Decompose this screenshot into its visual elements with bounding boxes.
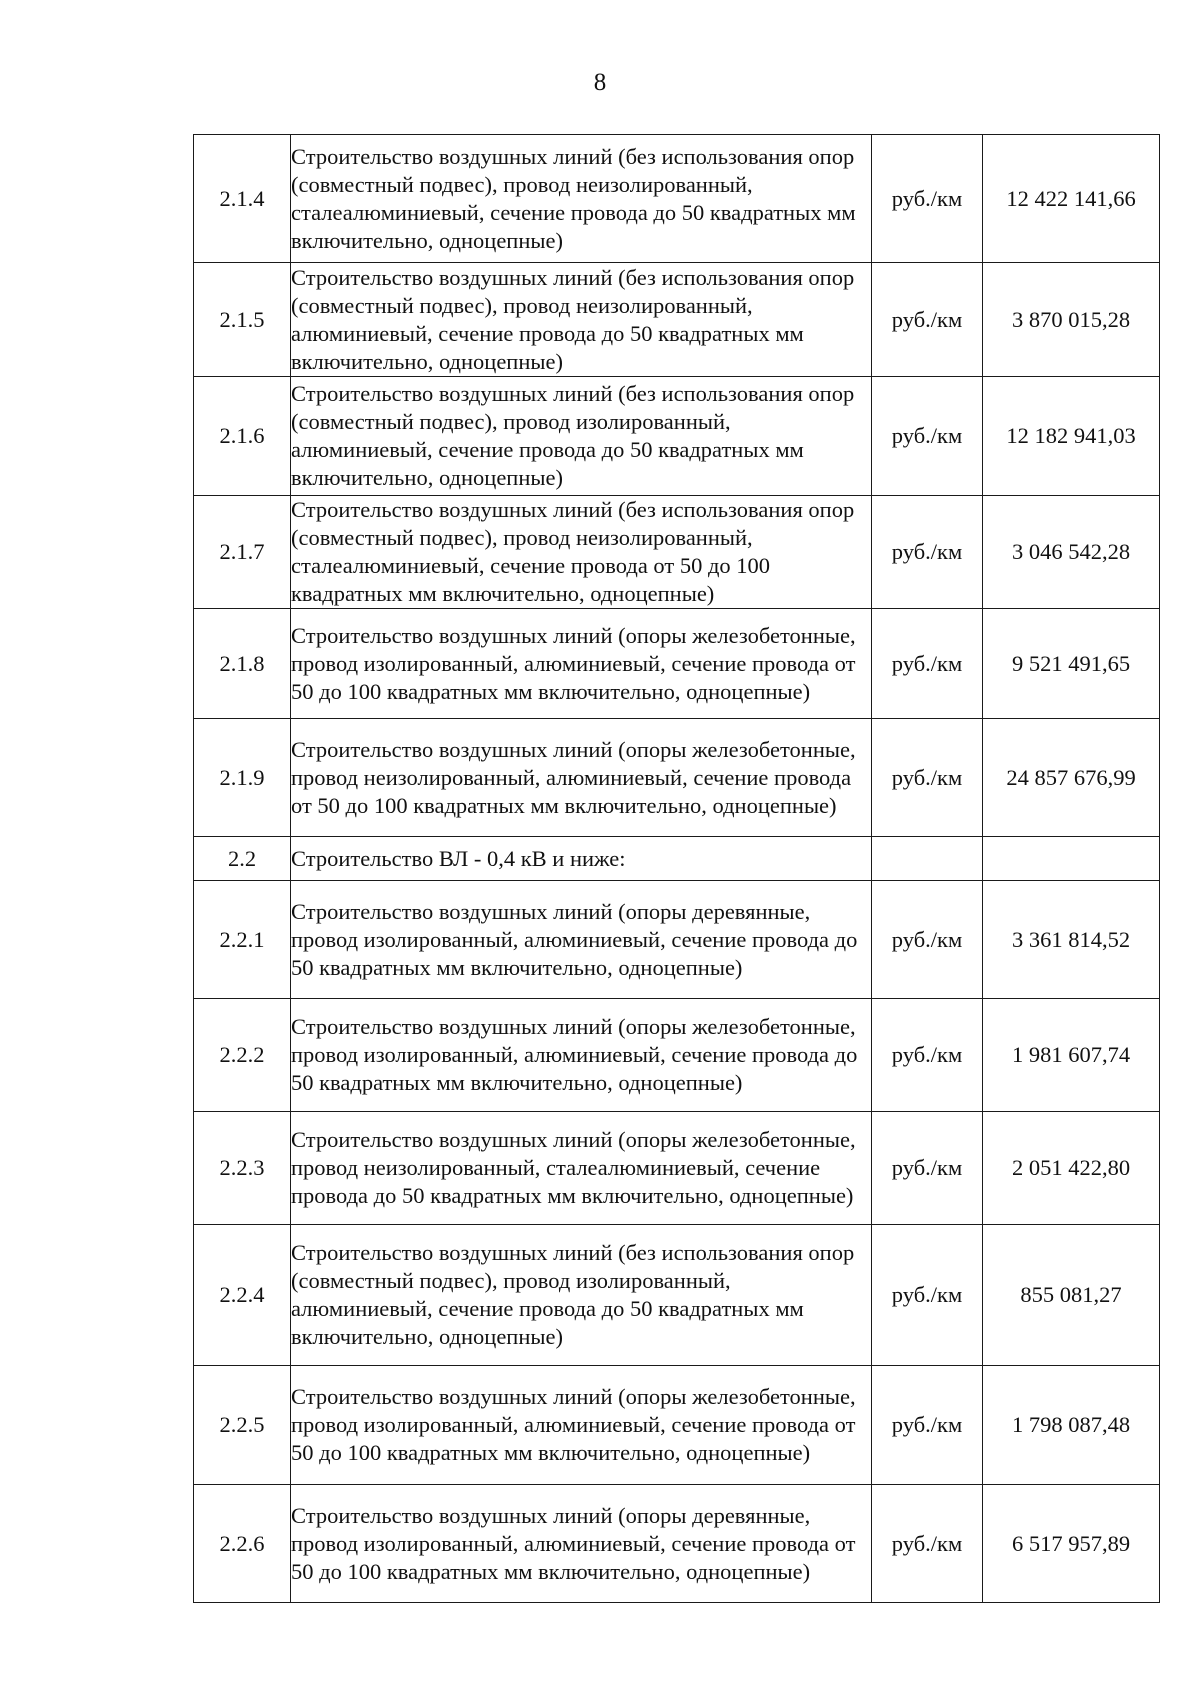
row-value: 9 521 491,65 <box>983 609 1160 719</box>
row-description: Строительство воздушных линий (опоры железобетонные, провод неизолированный, алюминиевый, сечение провода от 50 до 100 квадратных мм включительно, одноцепные) <box>291 719 872 837</box>
row-code: 2.1.6 <box>194 377 291 496</box>
table-row <box>194 719 1160 837</box>
row-code: 2.1.5 <box>194 263 291 377</box>
row-unit: руб./км <box>872 719 983 837</box>
row-code: 2.1.8 <box>194 609 291 719</box>
page-number: 8 <box>593 69 607 96</box>
row-description: Строительство воздушных линий (без использования опор (совместный подвес), провод изолированный, алюминиевый, сечение провода до 50 квадратных мм включительно, одноцепные) <box>291 377 872 496</box>
table-row <box>194 999 1160 1112</box>
table-row <box>194 263 1160 377</box>
row-value: 1 798 087,48 <box>983 1366 1160 1485</box>
row-code: 2.1.4 <box>194 135 291 263</box>
table-row <box>194 377 1160 496</box>
table-row <box>194 1225 1160 1366</box>
row-value: 2 051 422,80 <box>983 1112 1160 1225</box>
row-unit: руб./км <box>872 609 983 719</box>
section-row <box>194 837 1160 881</box>
row-value: 24 857 676,99 <box>983 719 1160 837</box>
row-unit <box>872 837 983 881</box>
row-description: Строительство воздушных линий (опоры железобетонные, провод изолированный, алюминиевый, сечение провода от 50 до 100 квадратных мм включительно, одноцепные) <box>291 1366 872 1485</box>
row-value <box>983 837 1160 881</box>
table-row <box>194 496 1160 609</box>
row-description: Строительство воздушных линий (опоры железобетонные, провод неизолированный, сталеалюминиевый, сечение провода до 50 квадратных мм включительно, одноцепные) <box>291 1112 872 1225</box>
row-unit: руб./км <box>872 135 983 263</box>
row-unit: руб./км <box>872 1366 983 1485</box>
row-code: 2.2.5 <box>194 1366 291 1485</box>
row-description: Строительство воздушных линий (без использования опор (совместный подвес), провод неизолированный, алюминиевый, сечение провода до 50 квадратных мм включительно, одноцепные) <box>291 263 872 377</box>
row-code: 2.2.6 <box>194 1485 291 1603</box>
row-value: 12 422 141,66 <box>983 135 1160 263</box>
section-title: Строительство ВЛ - 0,4 кВ и ниже: <box>291 837 872 881</box>
tariff-table <box>193 134 1160 1603</box>
row-value: 3 361 814,52 <box>983 881 1160 999</box>
row-description: Строительство воздушных линий (опоры железобетонные, провод изолированный, алюминиевый, сечение провода от 50 до 100 квадратных мм включительно, одноцепные) <box>291 609 872 719</box>
table-row <box>194 881 1160 999</box>
row-unit: руб./км <box>872 1225 983 1366</box>
row-unit: руб./км <box>872 1112 983 1225</box>
table-row <box>194 135 1160 263</box>
row-code: 2.2.3 <box>194 1112 291 1225</box>
row-value: 3 870 015,28 <box>983 263 1160 377</box>
row-value: 855 081,27 <box>983 1225 1160 1366</box>
row-description: Строительство воздушных линий (опоры железобетонные, провод изолированный, алюминиевый, сечение провода до 50 квадратных мм включительно, одноцепные) <box>291 999 872 1112</box>
row-value: 12 182 941,03 <box>983 377 1160 496</box>
row-unit: руб./км <box>872 881 983 999</box>
row-value: 1 981 607,74 <box>983 999 1160 1112</box>
row-unit: руб./км <box>872 377 983 496</box>
row-description: Строительство воздушных линий (опоры деревянные, провод изолированный, алюминиевый, сечение провода до 50 квадратных мм включительно, одноцепные) <box>291 881 872 999</box>
table-row <box>194 1366 1160 1485</box>
table-row <box>194 1112 1160 1225</box>
row-value: 6 517 957,89 <box>983 1485 1160 1603</box>
row-unit: руб./км <box>872 1485 983 1603</box>
row-description: Строительство воздушных линий (без использования опор (совместный подвес), провод неизолированный, сталеалюминиевый, сечение провода до 50 квадратных мм включительно, одноцепные) <box>291 135 872 263</box>
row-code: 2.2.1 <box>194 881 291 999</box>
row-unit: руб./км <box>872 496 983 609</box>
row-description: Строительство воздушных линий (без использования опор (совместный подвес), провод изолированный, алюминиевый, сечение провода до 50 квадратных мм включительно, одноцепные) <box>291 1225 872 1366</box>
row-code: 2.2.2 <box>194 999 291 1112</box>
row-code: 2.1.7 <box>194 496 291 609</box>
row-unit: руб./км <box>872 263 983 377</box>
row-value: 3 046 542,28 <box>983 496 1160 609</box>
section-code: 2.2 <box>194 837 291 881</box>
row-code: 2.1.9 <box>194 719 291 837</box>
row-description: Строительство воздушных линий (опоры деревянные, провод изолированный, алюминиевый, сечение провода от 50 до 100 квадратных мм включительно, одноцепные) <box>291 1485 872 1603</box>
table-row <box>194 609 1160 719</box>
row-unit: руб./км <box>872 999 983 1112</box>
row-description: Строительство воздушных линий (без использования опор (совместный подвес), провод неизолированный, сталеалюминиевый, сечение провода от 50 до 100 квадратных мм включительно, одноцепные) <box>291 496 872 609</box>
table-row <box>194 1485 1160 1603</box>
row-code: 2.2.4 <box>194 1225 291 1366</box>
